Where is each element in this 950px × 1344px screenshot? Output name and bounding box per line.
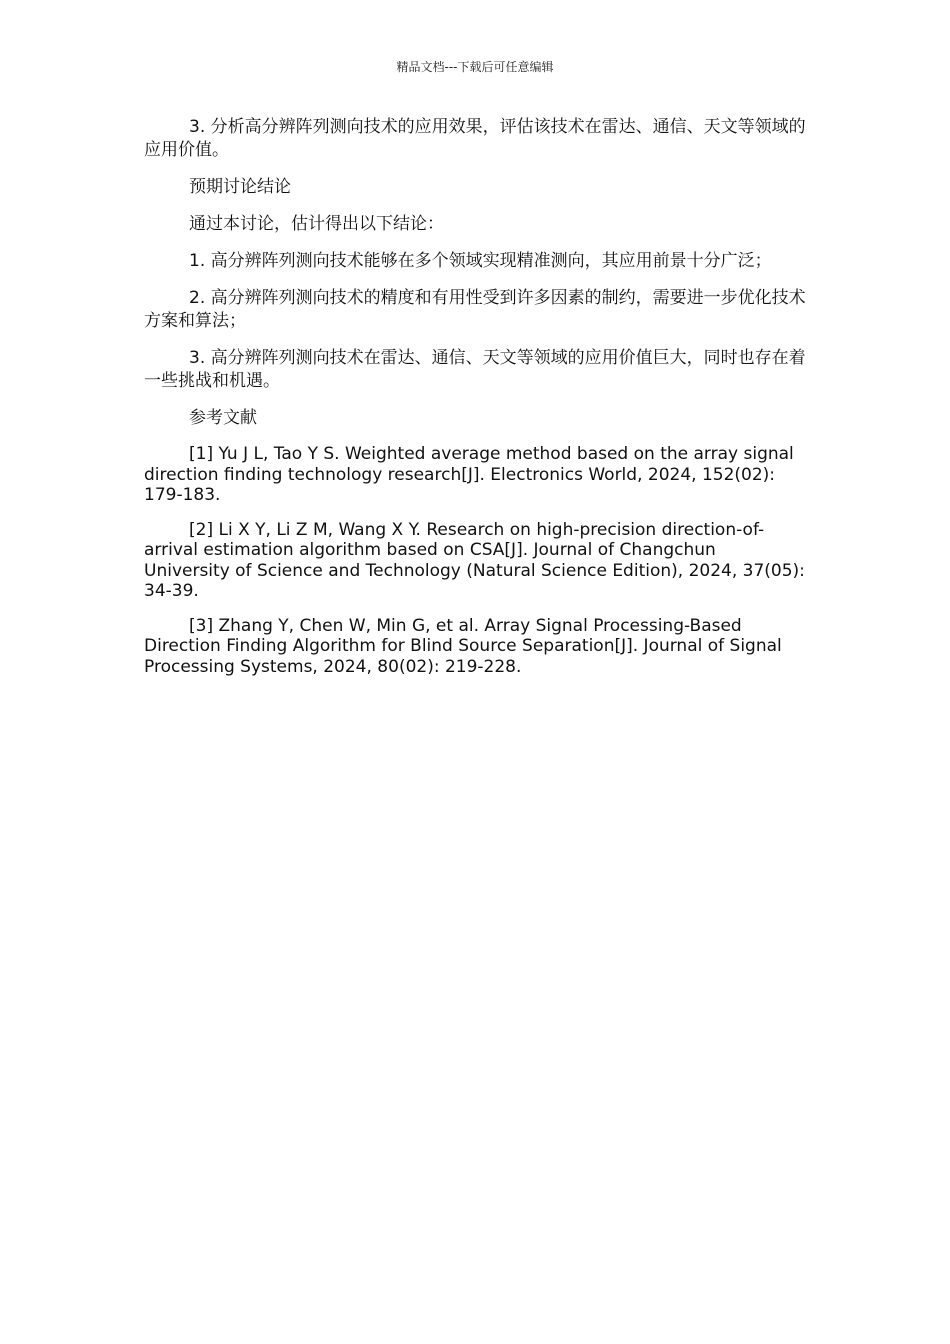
conclusion-intro: 通过本讨论，估计得出以下结论： [189, 214, 444, 234]
conclusion-item-1: 1. 高分辨阵列测向技术能够在多个领域实现精准测向，其应用前景十分广泛； [189, 251, 772, 271]
page-header: 精品文档---下载后可任意编辑 [396, 60, 554, 74]
conclusion-item-2: 2. 高分辨阵列测向技术的精度和有用性受到许多因素的制约，需要进一步优化技术方案和算法； [144, 288, 806, 331]
document-body [144, 116, 806, 691]
reference-item-3: [3] Zhang Y, Chen W, Min G, et al. Array Signal Processing-Based Direction Finding Algorithm for Blind Source Separation[J]. Journal of Signal Processing Systems, 2024, 80(02): 219-228. [144, 615, 782, 677]
reference-item-2: [2] Li X Y, Li Z M, Wang X Y. Research on high-precision direction-of-arrival estimation algorithm based on CSA[J]. Journal of Changchun University of Science and Technology (Natural Science Edition), 2024, 37(05): 34-39. [144, 519, 805, 601]
paragraph-analysis-item-3: 3. 分析高分辨阵列测向技术的应用效果，评估该技术在雷达、通信、天文等领域的应用价值。 [144, 117, 806, 160]
reference-item-1: [1] Yu J L, Tao Y S. Weighted average method based on the array signal direction finding technology research[J]. Electronics World, 2024, 152(02): 179-183. [144, 444, 794, 505]
conclusion-heading: 预期讨论结论 [189, 177, 291, 197]
conclusion-item-3: 3. 高分辨阵列测向技术在雷达、通信、天文等领域的应用价值巨大，同时也存在着一些挑战和机遇。 [144, 348, 806, 391]
references-heading: 参考文献 [189, 408, 257, 428]
